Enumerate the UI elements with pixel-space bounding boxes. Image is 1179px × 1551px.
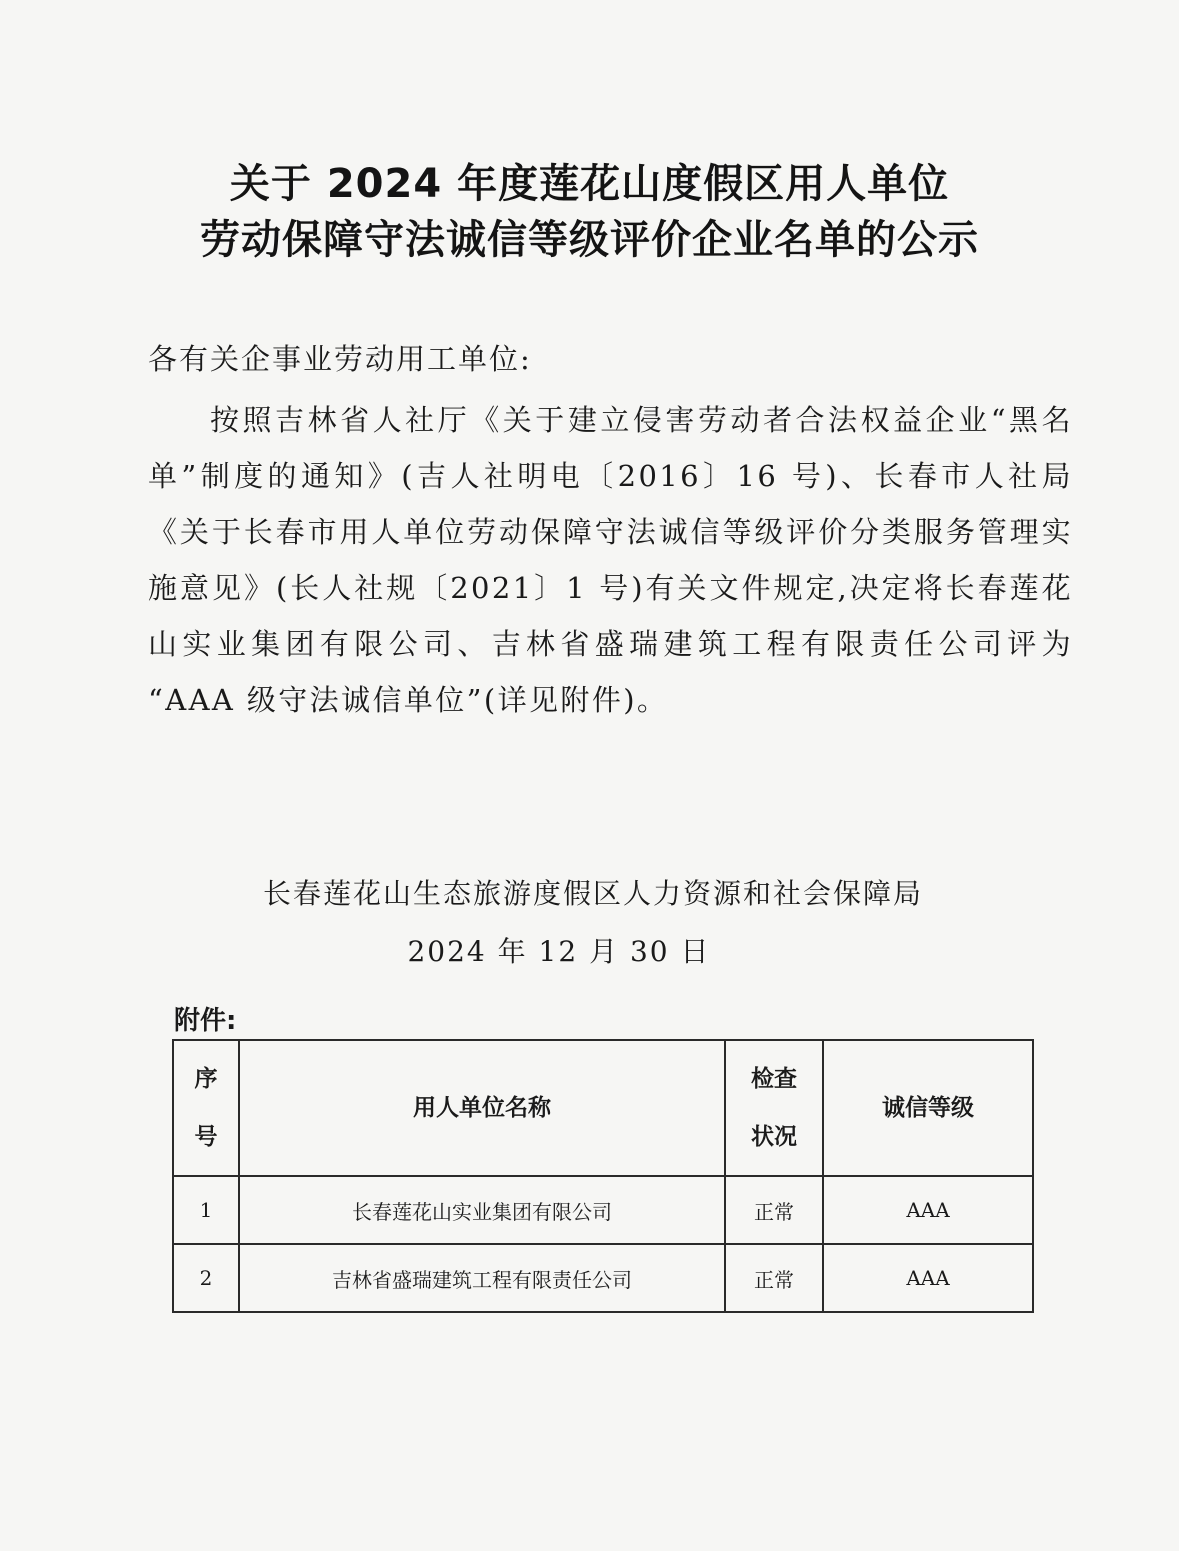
cell-check: 正常 <box>725 1244 823 1312</box>
header-no: 序号 <box>173 1040 239 1176</box>
table-header-row <box>173 1040 1033 1176</box>
attachment-label: 附件: <box>174 1006 237 1036</box>
cell-name: 吉林省盛瑞建筑工程有限责任公司 <box>239 1244 725 1312</box>
cell-grade: AAA <box>823 1176 1033 1244</box>
salutation: 各有关企事业劳动用工单位: <box>148 342 532 376</box>
cell-no: 2 <box>173 1244 239 1312</box>
cell-grade: AAA <box>823 1244 1033 1312</box>
table-row <box>173 1176 1033 1244</box>
cell-name: 长春莲花山实业集团有限公司 <box>239 1176 725 1244</box>
signature-organization: 长春莲花山生态旅游度假区人力资源和社会保障局 <box>262 877 923 910</box>
header-name: 用人单位名称 <box>239 1040 725 1176</box>
table-row <box>173 1244 1033 1312</box>
signature-date: 2024 年 12 月 30 日 <box>407 935 711 968</box>
document-title-line2: 劳动保障守法诚信等级评价企业名单的公示 <box>200 217 979 263</box>
cell-check: 正常 <box>725 1176 823 1244</box>
document-title-line1: 关于 2024 年度莲花山度假区用人单位 <box>229 161 950 207</box>
body-paragraph: 按照吉林省人社厅《关于建立侵害劳动者合法权益企业“黑名单”制度的通知》(吉人社明电〔2016〕16 号)、长春市人社局《关于长春市用人单位劳动保障守法诚信等级评价分类服务管理实施意见》(长人社规〔2021〕1 号)有关文件规定,决定将长春莲花山实业集团有限公司、吉林省盛瑞建筑工程有限责任公司评为 “AAA 级守法诚信单位”(详见附件)。 <box>148 403 1073 717</box>
header-check: 检查状况 <box>725 1040 823 1176</box>
cell-no: 1 <box>173 1176 239 1244</box>
enterprise-table <box>172 1039 1034 1313</box>
header-grade: 诚信等级 <box>823 1040 1033 1176</box>
